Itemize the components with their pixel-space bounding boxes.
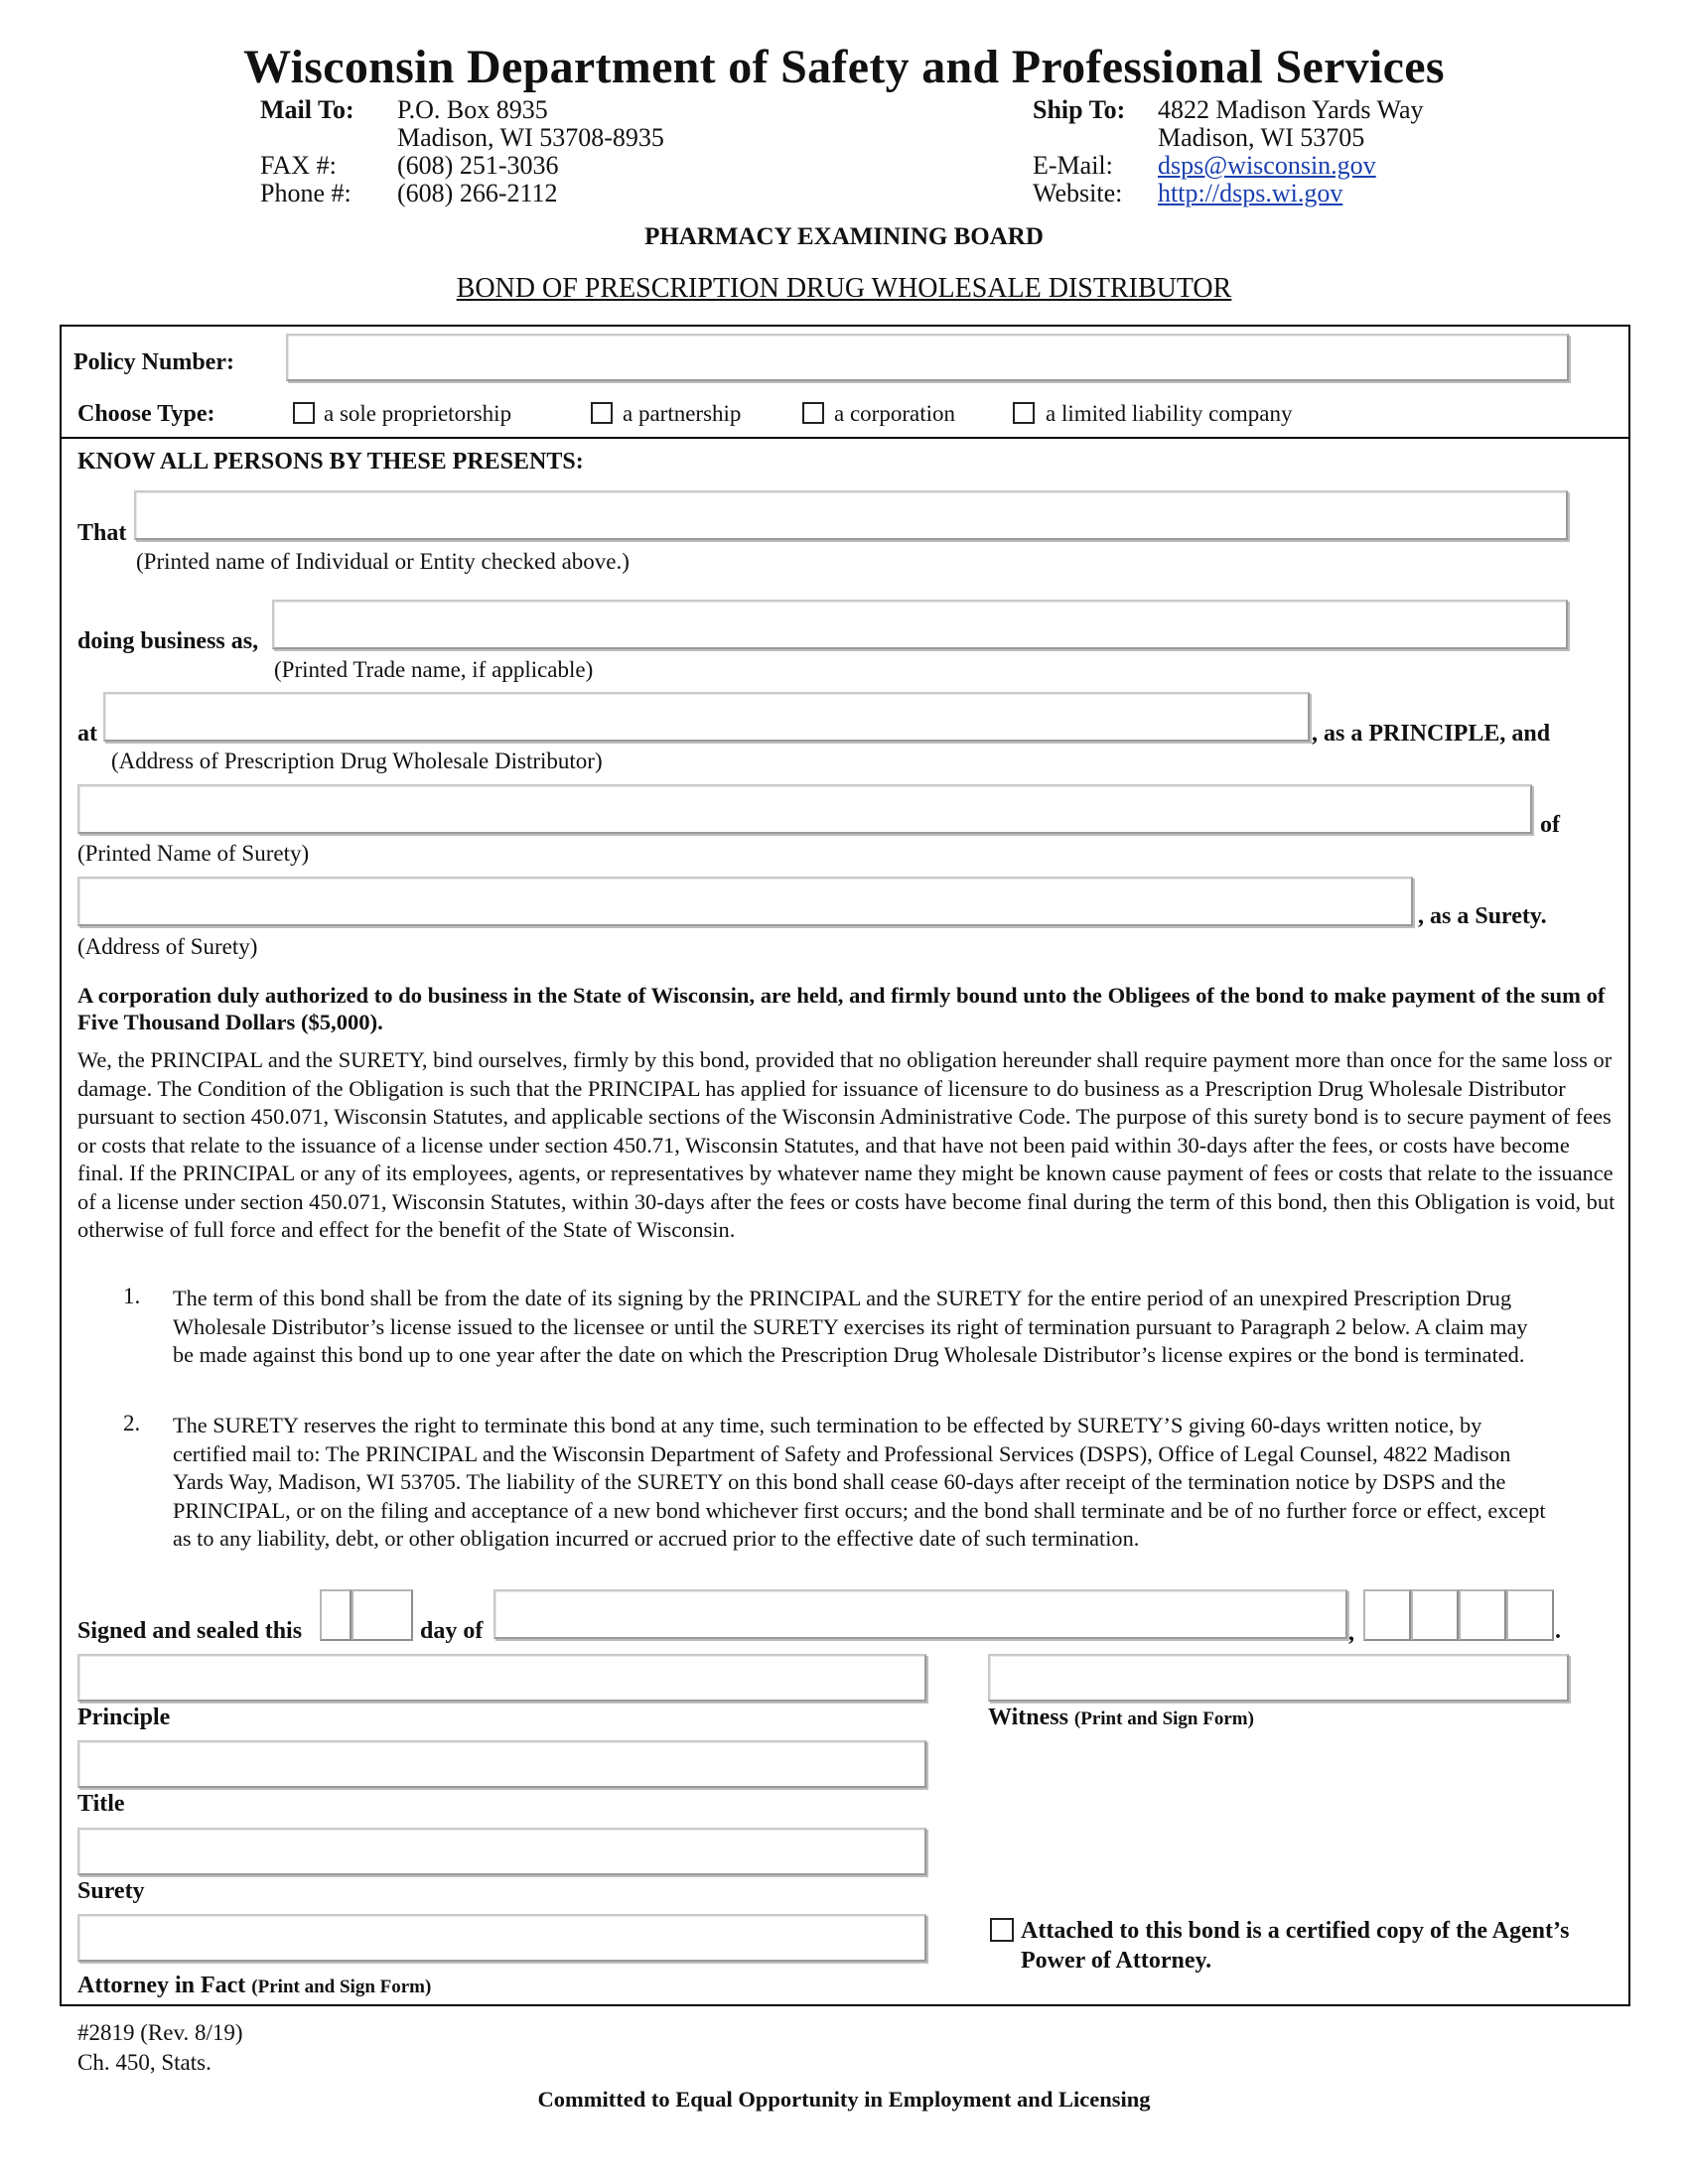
principal-name-input[interactable] (134, 490, 1568, 540)
distributor-address-input[interactable] (103, 692, 1310, 742)
surety-address-input[interactable] (77, 877, 1413, 926)
fax-value: (608) 251-3036 (397, 151, 559, 180)
distributor-address-caption: (Address of Prescription Drug Wholesale Distributor) (111, 749, 603, 773)
surety-name-caption: (Printed Name of Surety) (77, 841, 310, 866)
as-principle-label: , as a PRINCIPLE, and (1312, 721, 1551, 747)
phone-label: Phone #: (260, 179, 352, 207)
principle-signature-input[interactable] (77, 1654, 926, 1702)
of-label: of (1540, 812, 1560, 838)
statute-reference: Ch. 450, Stats. (77, 2050, 211, 2075)
title-input[interactable] (77, 1740, 926, 1788)
attorney-label (77, 1973, 431, 1999)
that-label: That (77, 520, 127, 546)
board-name: PHARMACY EXAMINING BOARD (644, 223, 1044, 250)
trade-name-caption: (Printed Trade name, if applicable) (274, 657, 594, 682)
mail-to-label: Mail To: (260, 95, 354, 124)
date-period: . (1555, 1618, 1561, 1644)
day-digit-1-input[interactable] (320, 1589, 352, 1641)
ship-to-line1: 4822 Madison Yards Way (1158, 95, 1424, 124)
surety-label: Surety (77, 1878, 145, 1904)
at-label: at (77, 721, 97, 747)
policy-number-label: Policy Number: (73, 349, 234, 375)
title-label: Title (77, 1791, 125, 1817)
date-comma: , (1348, 1620, 1354, 1646)
day-of-label: day of (420, 1618, 484, 1644)
mail-to-line2: Madison, WI 53708-8935 (397, 123, 664, 152)
day-digit-2-input[interactable] (352, 1589, 413, 1641)
corporation-label: a corporation (834, 401, 955, 426)
power-of-attorney-checkbox[interactable] (990, 1918, 1014, 1942)
corporation-checkbox[interactable] (802, 402, 824, 424)
email-link[interactable]: dsps@wisconsin.gov (1158, 151, 1376, 180)
item-2-text: The SURETY reserves the right to terminate this bond at any time, such termination to be effected by SURETY’S giving 60-days written notice, by certified mail to: The PRINCIPAL and the Wisconsin Department of Safety and Professional Services (DSPS), Office of Legal Counsel, 4822 Madison Yards Way, Madison, WI 53705. The liability of the SURETY on this bond shall cease 60-days after receipt of the termination notice by DSPS and the PRINCIPAL, or on the filing and acceptance of a new bond whichever first occurs; and the bond shall terminate and be of no further force or effect, except as to any liability, debt, or other obligation incurred or accrued prior to the effective date of such termination. (173, 1413, 1546, 1552)
month-input[interactable] (493, 1589, 1347, 1639)
ship-to-label: Ship To: (1033, 95, 1126, 124)
website-link[interactable]: http://dsps.wi.gov (1158, 179, 1343, 207)
witness-label (988, 1705, 1254, 1731)
as-surety-label: , as a Surety. (1418, 903, 1547, 929)
attorney-in-fact-input[interactable] (77, 1914, 926, 1962)
website-label: Website: (1033, 179, 1123, 207)
form-title: BOND OF PRESCRIPTION DRUG WHOLESALE DISTRIBUTOR (456, 273, 1232, 304)
llc-label: a limited liability company (1046, 401, 1293, 426)
attorney-label-text: Attorney in Fact (77, 1973, 246, 1998)
dba-label: doing business as, (77, 628, 259, 654)
equal-opportunity-tagline: Committed to Equal Opportunity in Employment and Licensing (537, 2087, 1151, 2112)
section-divider (60, 437, 1630, 439)
partnership-checkbox[interactable] (591, 402, 613, 424)
ship-to-line2: Madison, WI 53705 (1158, 123, 1365, 152)
witness-label-text: Witness (988, 1705, 1068, 1730)
item-2-number: 2. (123, 1411, 141, 1435)
year-digit-4-input[interactable] (1506, 1589, 1554, 1641)
year-digit-2-input[interactable] (1411, 1589, 1459, 1641)
choose-type-label: Choose Type: (77, 401, 215, 427)
know-all-heading: KNOW ALL PERSONS BY THESE PRESENTS: (77, 449, 584, 475)
fax-label: FAX #: (260, 151, 337, 180)
year-digit-3-input[interactable] (1459, 1589, 1506, 1641)
bond-sum-paragraph: A corporation duly authorized to do business in the State of Wisconsin, are held, and firmly bound unto the Obligees of the bond to make payment of the sum of Five Thousand Dollars ($5,000). (77, 983, 1606, 1034)
llc-checkbox[interactable] (1013, 402, 1035, 424)
phone-value: (608) 266-2112 (397, 179, 558, 207)
policy-number-input[interactable] (286, 334, 1569, 381)
sole-proprietorship-label: a sole proprietorship (324, 401, 512, 426)
form-number: #2819 (Rev. 8/19) (77, 2020, 243, 2045)
email-label: E-Mail: (1033, 151, 1113, 180)
mail-to-line1: P.O. Box 8935 (397, 95, 548, 124)
trade-name-input[interactable] (272, 600, 1568, 649)
year-digit-1-input[interactable] (1363, 1589, 1411, 1641)
sole-proprietorship-checkbox[interactable] (293, 402, 315, 424)
signed-sealed-label: Signed and sealed this (77, 1618, 303, 1644)
agency-title: Wisconsin Department of Safety and Professional Services (243, 41, 1445, 93)
principle-label: Principle (77, 1705, 171, 1730)
attorney-note: (Print and Sign Form) (251, 1977, 432, 1997)
partnership-label: a partnership (623, 401, 742, 426)
surety-name-input[interactable] (77, 784, 1532, 834)
principal-name-caption: (Printed name of Individual or Entity checked above.) (136, 549, 630, 574)
item-1-text: The term of this bond shall be from the date of its signing by the PRINCIPAL and the SURETY for the entire period of an unexpired Prescription Drug Wholesale Distributor’s license issued to the licensee or until the SURETY exercises its right of termination pursuant to Paragraph 2 below. A claim may be made against this bond up to one year after the date on which the Prescription Drug Wholesale Distributor’s license expires or the bond is terminated. (173, 1286, 1528, 1368)
power-of-attorney-label: Attached to this bond is a certified copy of the Agent’s Power of Attorney. (1021, 1918, 1570, 1974)
item-1-number: 1. (123, 1284, 141, 1308)
surety-address-caption: (Address of Surety) (77, 934, 258, 959)
witness-signature-input[interactable] (988, 1654, 1569, 1702)
surety-signature-input[interactable] (77, 1828, 926, 1875)
obligation-paragraph: We, the PRINCIPAL and the SURETY, bind ourselves, firmly by this bond, provided that no obligation hereunder shall require payment more than once for the same loss or damage. The Condition of the Obligation is such that the PRINCIPAL has applied for issuance of licensure to do business as a Prescription Drug Wholesale Distributor pursuant to section 450.071, Wisconsin Statutes, and applicable sections of the Wisconsin Administrative Code. The purpose of this surety bond is to secure payment of fees or costs that relate to the issuance of a license under section 450.71, Wisconsin Statutes, and that have not been paid within 30-days after the fees, or costs have become final. If the PRINCIPAL or any of its employees, agents, or representatives by whatever name they might be known cause payment of fees or costs that relate to the issuance of a license under section 450.071, Wisconsin Statutes, within 30-days after the fees or costs have become final during the term of this bond, then this Obligation is void, but otherwise of full force and effect for the benefit of the State of Wisconsin. (77, 1047, 1616, 1242)
witness-note: (Print and Sign Form) (1073, 1708, 1254, 1729)
